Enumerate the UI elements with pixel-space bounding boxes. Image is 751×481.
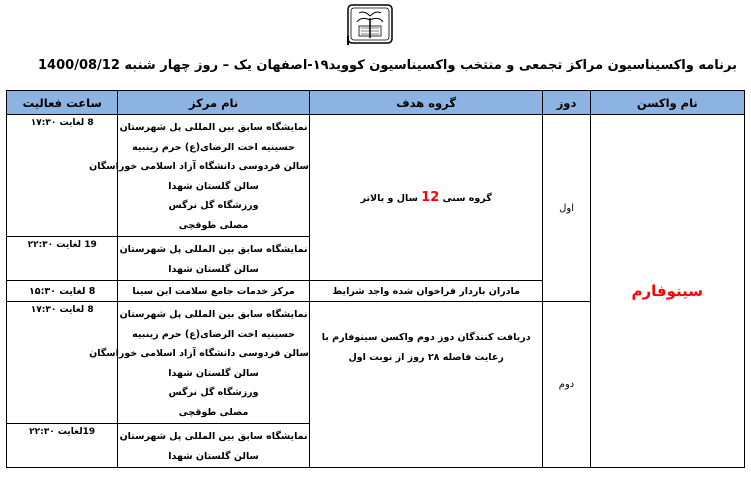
column-header-time: ساعت فعالیت	[7, 91, 118, 115]
target-pregnant-cell: مادران باردار فراخوان شده واجد شرایط	[309, 281, 543, 302]
column-header-center: نام مرکز	[118, 91, 310, 115]
center-name: نمایشگاه سابق بین المللی پل شهرستان	[119, 122, 308, 133]
center-name: سالن گلستان شهدا	[168, 367, 259, 379]
time-cell: 19 لغایت ۲۲:۳۰	[7, 237, 118, 281]
page-title: برنامه واکسیناسیون مراکز تجمعی و منتخب واکسیناسیون کووید۱۹-اصفهان یک – روز چهار شنبه 1400/08/12	[38, 58, 737, 73]
target-second-line: دریافت کنندگان دوز دوم واکسن سینوفارم با	[321, 332, 531, 343]
center-name: سالن گلستان شهدا	[168, 450, 259, 462]
center-name: حسینیه اخت الرضای(ع) حرم زینبیه	[132, 328, 295, 340]
time-cell: 8 لغایت ۱۷:۳۰	[7, 302, 118, 424]
table-row	[7, 115, 745, 237]
center-name: سالن فردوسی دانشگاه آزاد اسلامی خوراسگان	[89, 161, 309, 172]
center-name: سالن فردوسی دانشگاه آزاد اسلامی خوراسگان	[89, 348, 309, 359]
divider	[347, 36, 349, 45]
vaccine-name-cell: سینوفارم	[590, 115, 744, 468]
target-age-suffix: سال و بالاتر	[360, 193, 418, 204]
dose-first-cell: اول	[543, 115, 590, 302]
center-list-cell	[118, 424, 310, 468]
time-cell: 8 لغایت ۱۷:۳۰	[7, 115, 118, 237]
table-header-row	[7, 91, 745, 115]
center-name: نمایشگاه سابق بین المللی پل شهرستان	[119, 431, 308, 442]
center-list-cell	[89, 302, 310, 424]
target-second-cell	[309, 302, 543, 468]
center-name: نمایشگاه سابق بین المللی پل شهرستان	[119, 309, 308, 320]
center-name: حسینیه اخت الرضای(ع) حرم زینبیه	[132, 141, 295, 153]
university-logo-icon	[347, 4, 393, 44]
target-age-cell	[309, 115, 543, 281]
column-header-dose: دوز	[543, 91, 590, 115]
center-list-cell	[118, 237, 310, 281]
dose-second-cell: دوم	[543, 302, 590, 468]
column-header-vaccine: نام واکسن	[590, 91, 744, 115]
target-age-prefix: گروه سنی	[442, 193, 492, 204]
schedule-table	[6, 90, 745, 468]
target-age-number: 12	[421, 190, 440, 205]
center-name: ورزشگاه گل نرگس	[168, 200, 259, 211]
time-cell: 8 لغایت ۱۵:۳۰	[7, 281, 118, 302]
center-list-cell	[89, 115, 310, 237]
center-name: مرکز خدمات جامع سلامت ابن سینا	[118, 281, 310, 302]
target-second-line: رعایت فاصله ۲۸ روز از نوبت اول	[348, 352, 504, 363]
center-name: سالن گلستان شهدا	[168, 180, 259, 192]
column-header-target: گروه هدف	[309, 91, 543, 115]
center-name: ورزشگاه گل نرگس	[168, 387, 259, 398]
time-cell: 19لغایت ۲۲:۳۰	[7, 424, 118, 468]
center-name: مصلی طوقچی	[178, 219, 249, 231]
center-name: مصلی طوقچی	[178, 406, 249, 418]
center-name: سالن گلستان شهدا	[168, 263, 259, 275]
center-name: نمایشگاه سابق بین المللی پل شهرستان	[119, 244, 308, 255]
